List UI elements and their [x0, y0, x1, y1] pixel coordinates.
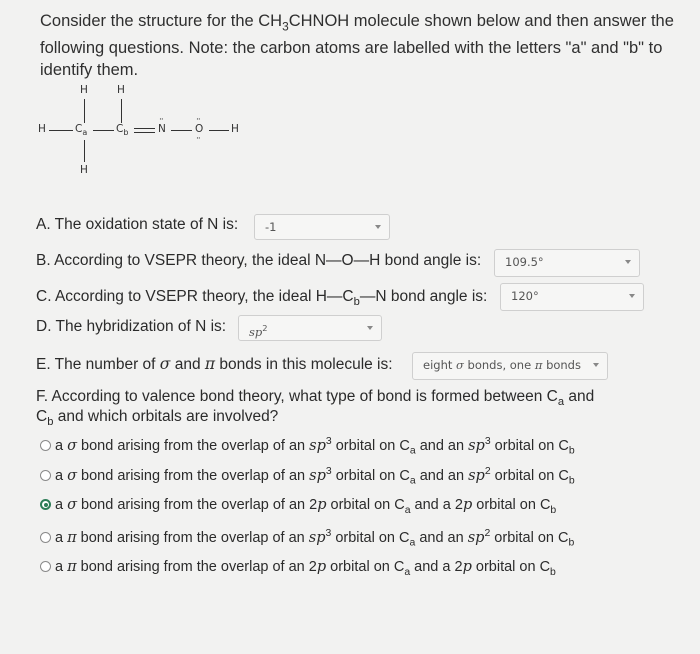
radio-button[interactable]	[40, 470, 51, 481]
orbital-2-sup: 3	[484, 436, 491, 447]
intro-text-1: Consider the structure for the CH	[40, 12, 283, 30]
carbon-a-sub: a	[409, 537, 416, 549]
option-text: and a	[410, 497, 455, 513]
chevron-down-icon	[629, 294, 635, 298]
orbital-2: 2	[454, 559, 463, 575]
h-bottom: H	[80, 164, 88, 176]
answer-option-2[interactable]	[40, 466, 575, 487]
option-text: and an	[415, 467, 469, 484]
orbital-1-sup: 3	[325, 466, 332, 477]
chevron-down-icon	[375, 225, 381, 229]
answer-option-3[interactable]	[40, 497, 556, 516]
hybridization-dropdown[interactable]: $sp^2$	[238, 315, 382, 341]
orbital-1-sup: 3	[325, 528, 332, 539]
radio-button[interactable]	[40, 499, 51, 510]
orbital-2: sp	[468, 467, 485, 484]
option-text: orbital on C	[326, 559, 405, 575]
n-lone-pair: ··	[159, 115, 163, 125]
chevron-down-icon	[593, 363, 599, 367]
oxygen: O	[195, 123, 204, 135]
option-text: orbital on C	[472, 497, 551, 513]
bond-o-h	[209, 130, 229, 131]
bond-count-value: eight σ bonds, one π bonds	[423, 358, 581, 372]
question-e-label: E. The number of σ and π bonds in this molecule is:	[36, 355, 393, 373]
chevron-down-icon	[367, 326, 373, 330]
orbital-1-sup: 3	[325, 436, 332, 447]
option-article: a	[55, 467, 68, 484]
answer-option-5[interactable]	[40, 559, 556, 578]
carbon-a-sub: a	[409, 445, 416, 457]
option-text: bond arising from the overlap of an	[77, 497, 310, 513]
bond-cb-h-top	[121, 99, 122, 123]
orbital-2: sp	[468, 437, 485, 454]
orbital-1: sp	[308, 529, 326, 546]
question-c-label: C. According to VSEPR theory, the ideal $H—C_b—N$ bond angle is:	[36, 288, 488, 309]
hcn-angle-dropdown[interactable]	[500, 283, 644, 311]
bond-n-o	[171, 130, 192, 131]
question-b-label: B. According to VSEPR theory, the ideal N—O—H bond angle is:	[36, 252, 482, 269]
h-right: H	[231, 123, 239, 135]
orbital-1-letter: p	[317, 497, 327, 513]
option-text: orbital on C	[490, 529, 569, 546]
carbon-b-sub: b	[550, 504, 557, 516]
o-lone-pair-top: ··	[196, 115, 200, 125]
orbital-2-sup: 2	[484, 466, 491, 477]
nitrogen: N	[158, 123, 166, 135]
bond-h-ca	[49, 130, 73, 131]
option-article: a	[55, 497, 68, 513]
bond-ca-h-bottom	[84, 140, 85, 162]
orbital-1: sp	[309, 437, 326, 454]
carbon-a-sub: a	[404, 566, 411, 578]
h-left: H	[38, 123, 46, 135]
bond-type-symbol: σ	[67, 437, 77, 454]
noh-angle-value: 109.5°	[505, 255, 544, 269]
oxidation-state-dropdown[interactable]	[254, 214, 390, 240]
option-article: a	[55, 529, 68, 546]
hcn-angle-value: 120°	[511, 289, 539, 303]
bond-count-dropdown[interactable]	[412, 352, 608, 380]
option-text: and an	[415, 529, 468, 546]
orbital-2-letter: p	[462, 497, 473, 513]
option-text: bond arising from the overlap of an	[77, 467, 310, 484]
orbital-2-letter: p	[462, 559, 472, 575]
carbon-b-sub: b	[568, 445, 575, 457]
o-lone-pair-bottom: ··	[196, 134, 200, 144]
option-text: orbital on C	[326, 497, 405, 513]
oxidation-state-value: -1	[265, 220, 277, 234]
orbital-2: sp	[467, 529, 485, 546]
bond-ca-h-top	[84, 99, 85, 123]
option-text: orbital on C	[331, 437, 410, 454]
option-text: and a	[410, 559, 455, 575]
orbital-1: 2	[309, 497, 318, 513]
carbon-b-sub: b	[568, 475, 575, 487]
lewis-structure	[30, 84, 270, 180]
carbon-a-sub: a	[404, 504, 411, 516]
option-text: and an	[415, 437, 469, 454]
carbon-b-sub: b	[550, 566, 556, 578]
orbital-2: 2	[454, 497, 463, 513]
option-text: orbital on C	[331, 467, 410, 484]
option-article: a	[55, 437, 68, 454]
h-top-a: H	[80, 84, 88, 96]
bond-cb-n-1	[134, 128, 155, 129]
orbital-2-sup: 2	[484, 528, 491, 539]
carbon-b: $C_b$	[116, 123, 129, 138]
radio-button[interactable]	[40, 532, 51, 543]
question-f-line1: F. According to valence bond theory, what type of bond is formed between $C_a$ and	[36, 388, 595, 409]
option-text: orbital on C	[331, 529, 410, 546]
orbital-1-letter: p	[316, 559, 327, 575]
chevron-down-icon	[625, 260, 631, 264]
option-text: orbital on C	[490, 437, 569, 454]
radio-button[interactable]	[40, 561, 51, 572]
question-intro	[40, 10, 680, 81]
carbon-a: $C_a$	[75, 123, 88, 138]
option-text: orbital on C	[471, 559, 551, 575]
carbon-b-sub: b	[568, 537, 575, 549]
question-d-label: D. The hybridization of N is:	[36, 318, 227, 335]
bond-type-symbol: σ	[67, 497, 77, 513]
question-a-label: A. The oxidation state of N is:	[36, 216, 239, 233]
option-text: bond arising from the overlap of an	[76, 529, 309, 546]
bond-type-symbol: π	[67, 559, 77, 575]
bond-type-symbol: π	[67, 529, 77, 546]
answer-option-4[interactable]	[40, 528, 574, 549]
bond-cb-n-2	[134, 132, 155, 133]
hybridization-value: sp	[249, 324, 263, 339]
orbital-1: sp	[309, 467, 326, 484]
intro-subscript: 3	[282, 19, 289, 34]
h-top-b: H	[117, 84, 125, 96]
noh-angle-dropdown[interactable]	[494, 249, 640, 277]
bond-type-symbol: σ	[67, 467, 77, 484]
option-text: bond arising from the overlap of an	[77, 437, 310, 454]
intro-text-2: CHNOH molecule shown below and then answer the following questions. Note: the carbon atoms are labelled with the letters "a" and "b" to identify them.	[40, 12, 674, 80]
orbital-1: 2	[308, 559, 317, 575]
question-f-line2: $C_b$ and which orbitals are involved?	[36, 408, 279, 429]
option-article: a	[55, 559, 68, 575]
option-text: orbital on C	[490, 467, 569, 484]
radio-button[interactable]	[40, 440, 51, 451]
bond-ca-cb	[93, 130, 114, 131]
option-text: bond arising from the overlap of an	[76, 559, 309, 575]
answer-option-1[interactable]	[40, 436, 575, 457]
carbon-a-sub: a	[409, 475, 416, 487]
